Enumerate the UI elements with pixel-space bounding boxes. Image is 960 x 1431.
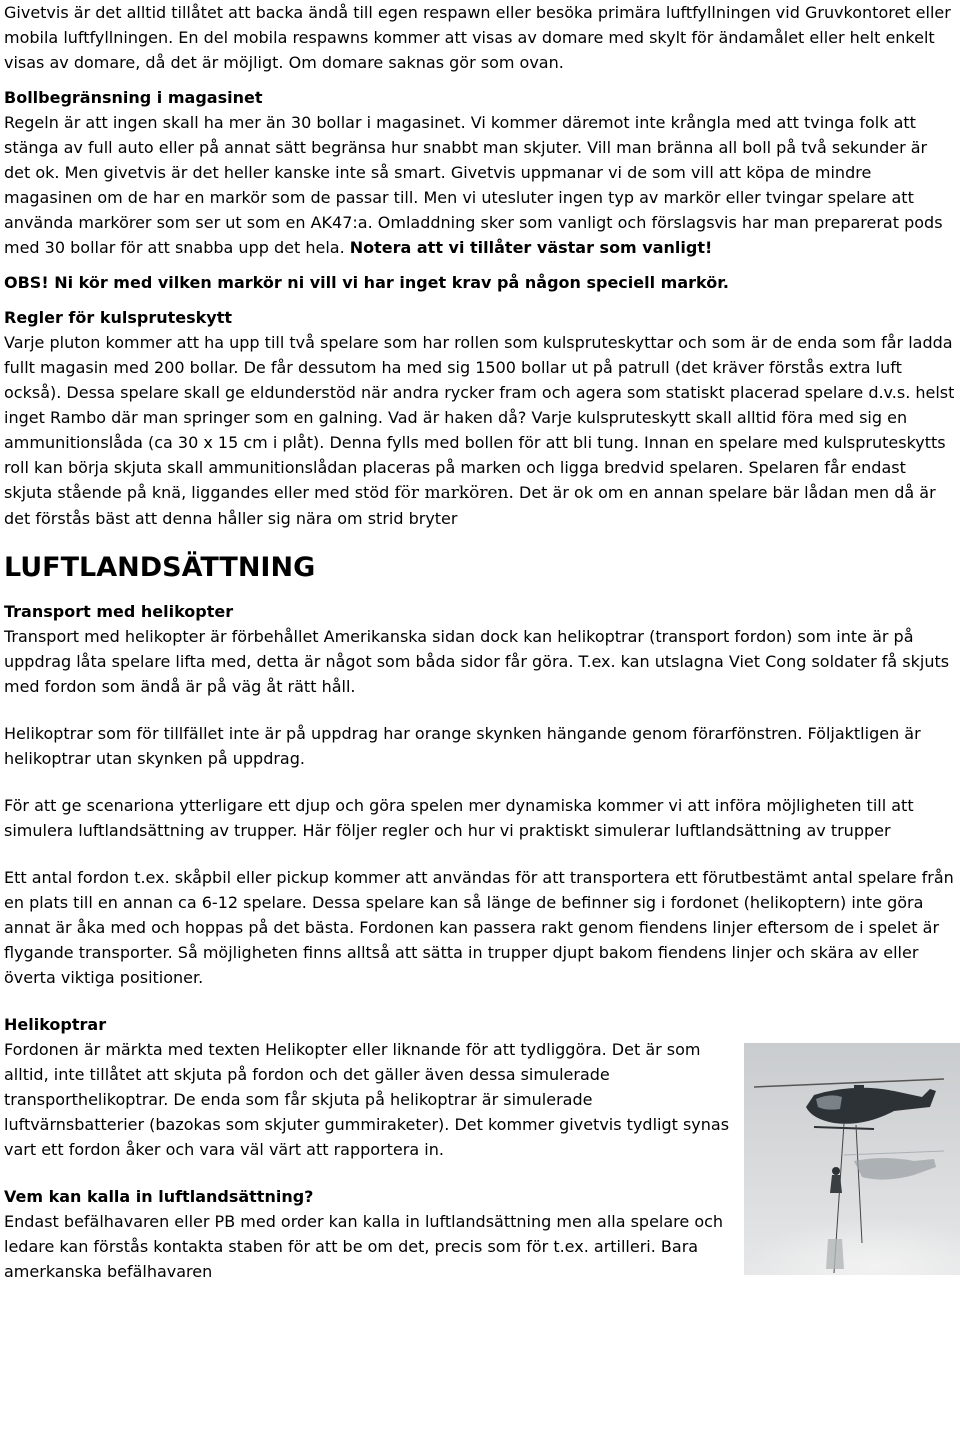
obs-label: OBS!	[4, 273, 49, 292]
transport-paragraph-1: Transport med helikopter är förbehållet Amerikanska sidan dock kan helikoptrar (transport fordon) som inte är på uppdrag låta spelare lifta med, detta är något som båda sidor får göra. T.ex. kan utslagna Viet Cong soldater få skjuts med fordon som ändå är på väg åt rätt håll.	[4, 627, 950, 696]
intro-paragraph: Givetvis är det alltid tillåtet att backa ändå till egen respawn eller besöka primära luftfyllningen vid Gruvkontoret eller mobila luftfyllningen. En del mobila respawns kommer att visas av domare med skylt för ändamålet eller helt enkelt visas av domare, då det är möjligt. Om domare saknas gör som ovan.	[4, 3, 951, 72]
section-title: LUFTLANDSÄTTNING	[4, 552, 316, 583]
machinegunner-body: Varje pluton kommer att ha upp till två spelare som har rollen som kulspruteskyttar och som är de enda som får ladda fullt magasin med 200 bollar. De får dessutom ha med sig 1500 bollar ut på patrull (det kräver förstås extra luft också). Dessa spelare skall ge eldunderstöd när andra rycker fram och agera som statiskt placerad spelare d.v.s. helst inget Rambo där man springer som en galning. Vad är haken då? Varje kulspruteskytt skall alltid föra med sig en ammunitionslåda (ca 30 x 15 cm i plåt). Denna fylls med bollen för att bli tung. Innan en spelare med kulspruteskytts roll kan börja skjuta skall ammunitionslådan placeras på marken och ligga bredvid spelaren. Spelaren får endast skjuta stående på knä, liggandes eller med stöd	[4, 333, 955, 502]
ball-limit-body: Regeln är att ingen skall ha mer än 30 bollar i magasinet. Vi kommer däremot inte krångla med att tvinga folk att stänga av full auto eller på annat sätt begränsa hur snabbt man skjuter. Vill man bränna all boll på två sekunder är det ok. Men givetvis är det heller kanske inte så smart. Givetvis uppmanar vi de som vill att köpa de mindre magasinen om de har en markör som de passar till. Men vi utesluter ingen typ av markör eller tvingar spelare att använda markörer som ser ut som en AK47:a. Omladdning sker som vanligt och förslagsvis har man preparerat pods med 30 bollar för att snabba upp det hela.	[4, 113, 943, 257]
obs-text: Ni kör med vilken markör ni vill vi har inget krav på någon speciell markör.	[48, 273, 729, 292]
ball-limit-heading: Bollbegränsning i magasinet	[4, 88, 263, 107]
who-calls-heading: Vem kan kalla in luftlandsättning?	[4, 1187, 314, 1206]
machinegunner-heading: Regler för kulspruteskytt	[4, 308, 232, 327]
ball-limit-bold-note: Notera att vi tillåter västar som vanligt!	[349, 238, 713, 257]
machinegunner-paragraph	[4, 330, 956, 531]
transport-paragraph-4: Ett antal fordon t.ex. skåpbil eller pickup kommer att användas för att transportera ett förutbestämt antal spelare från en plats till en annan ca 6-12 spelare. Dessa spelare kan så länge de befinner sig i fordonet (helikoptern) inte göra annat är åka med och hoppas på det bästa. Fordonen kan passera rakt genom fiendens linjer eftersom de i spelet är flygande transporter. Så möjligheten finns alltså att sätta in trupper djupt bakom fiendens linjer och skära av eller överta viktiga positioner.	[4, 868, 954, 987]
machinegunner-body-end: Det är ok om en annan spelare bär lådan men då är det förstås bäst att denna håller sig nära om strid bryter	[4, 483, 936, 528]
machinegunner-body-serif: för markören.	[394, 483, 514, 503]
obs-paragraph	[4, 270, 956, 295]
transport-paragraph-2: Helikoptrar som för tillfället inte är på uppdrag har orange skynken hängande genom förarfönstren. Följaktligen är helikoptrar utan skynken på uppdrag.	[4, 724, 921, 768]
ball-limit-paragraph	[4, 110, 956, 260]
transport-paragraph-3: För att ge scenariona ytterligare ett djup och göra spelen mer dynamiska kommer vi att införa möjligheten till att simulera luftlandsättning av trupper. Här följer regler och hur vi praktiskt simulerar luftlandsättning av trupper	[4, 796, 914, 840]
transport-heading: Transport med helikopter	[4, 602, 234, 621]
helicopters-paragraph: Fordonen är märkta med texten Helikopter eller liknande för att tydliggöra. Det är som alltid, inte tillåtet att skjuta på fordon och det gäller även dessa simulerade transporthelikoptrar. De enda som får skjuta på helikoptrar är simulerade luftvärnsbatterier (bazokas som skjuter gummiraketer). Det kommer givetvis tydligt synas vart ett fordon åker och vara väl värt att rapportera in.	[4, 1040, 730, 1159]
who-calls-paragraph: Endast befälhavaren eller PB med order kan kalla in luftlandsättning men alla spelare och ledare kan förstås kontakta staben för att be om det, precis som för t.ex. artilleri. Bara amerkanska befälhavaren	[4, 1212, 724, 1281]
helicopters-heading: Helikoptrar	[4, 1015, 107, 1034]
helicopter-photo	[744, 1043, 960, 1275]
